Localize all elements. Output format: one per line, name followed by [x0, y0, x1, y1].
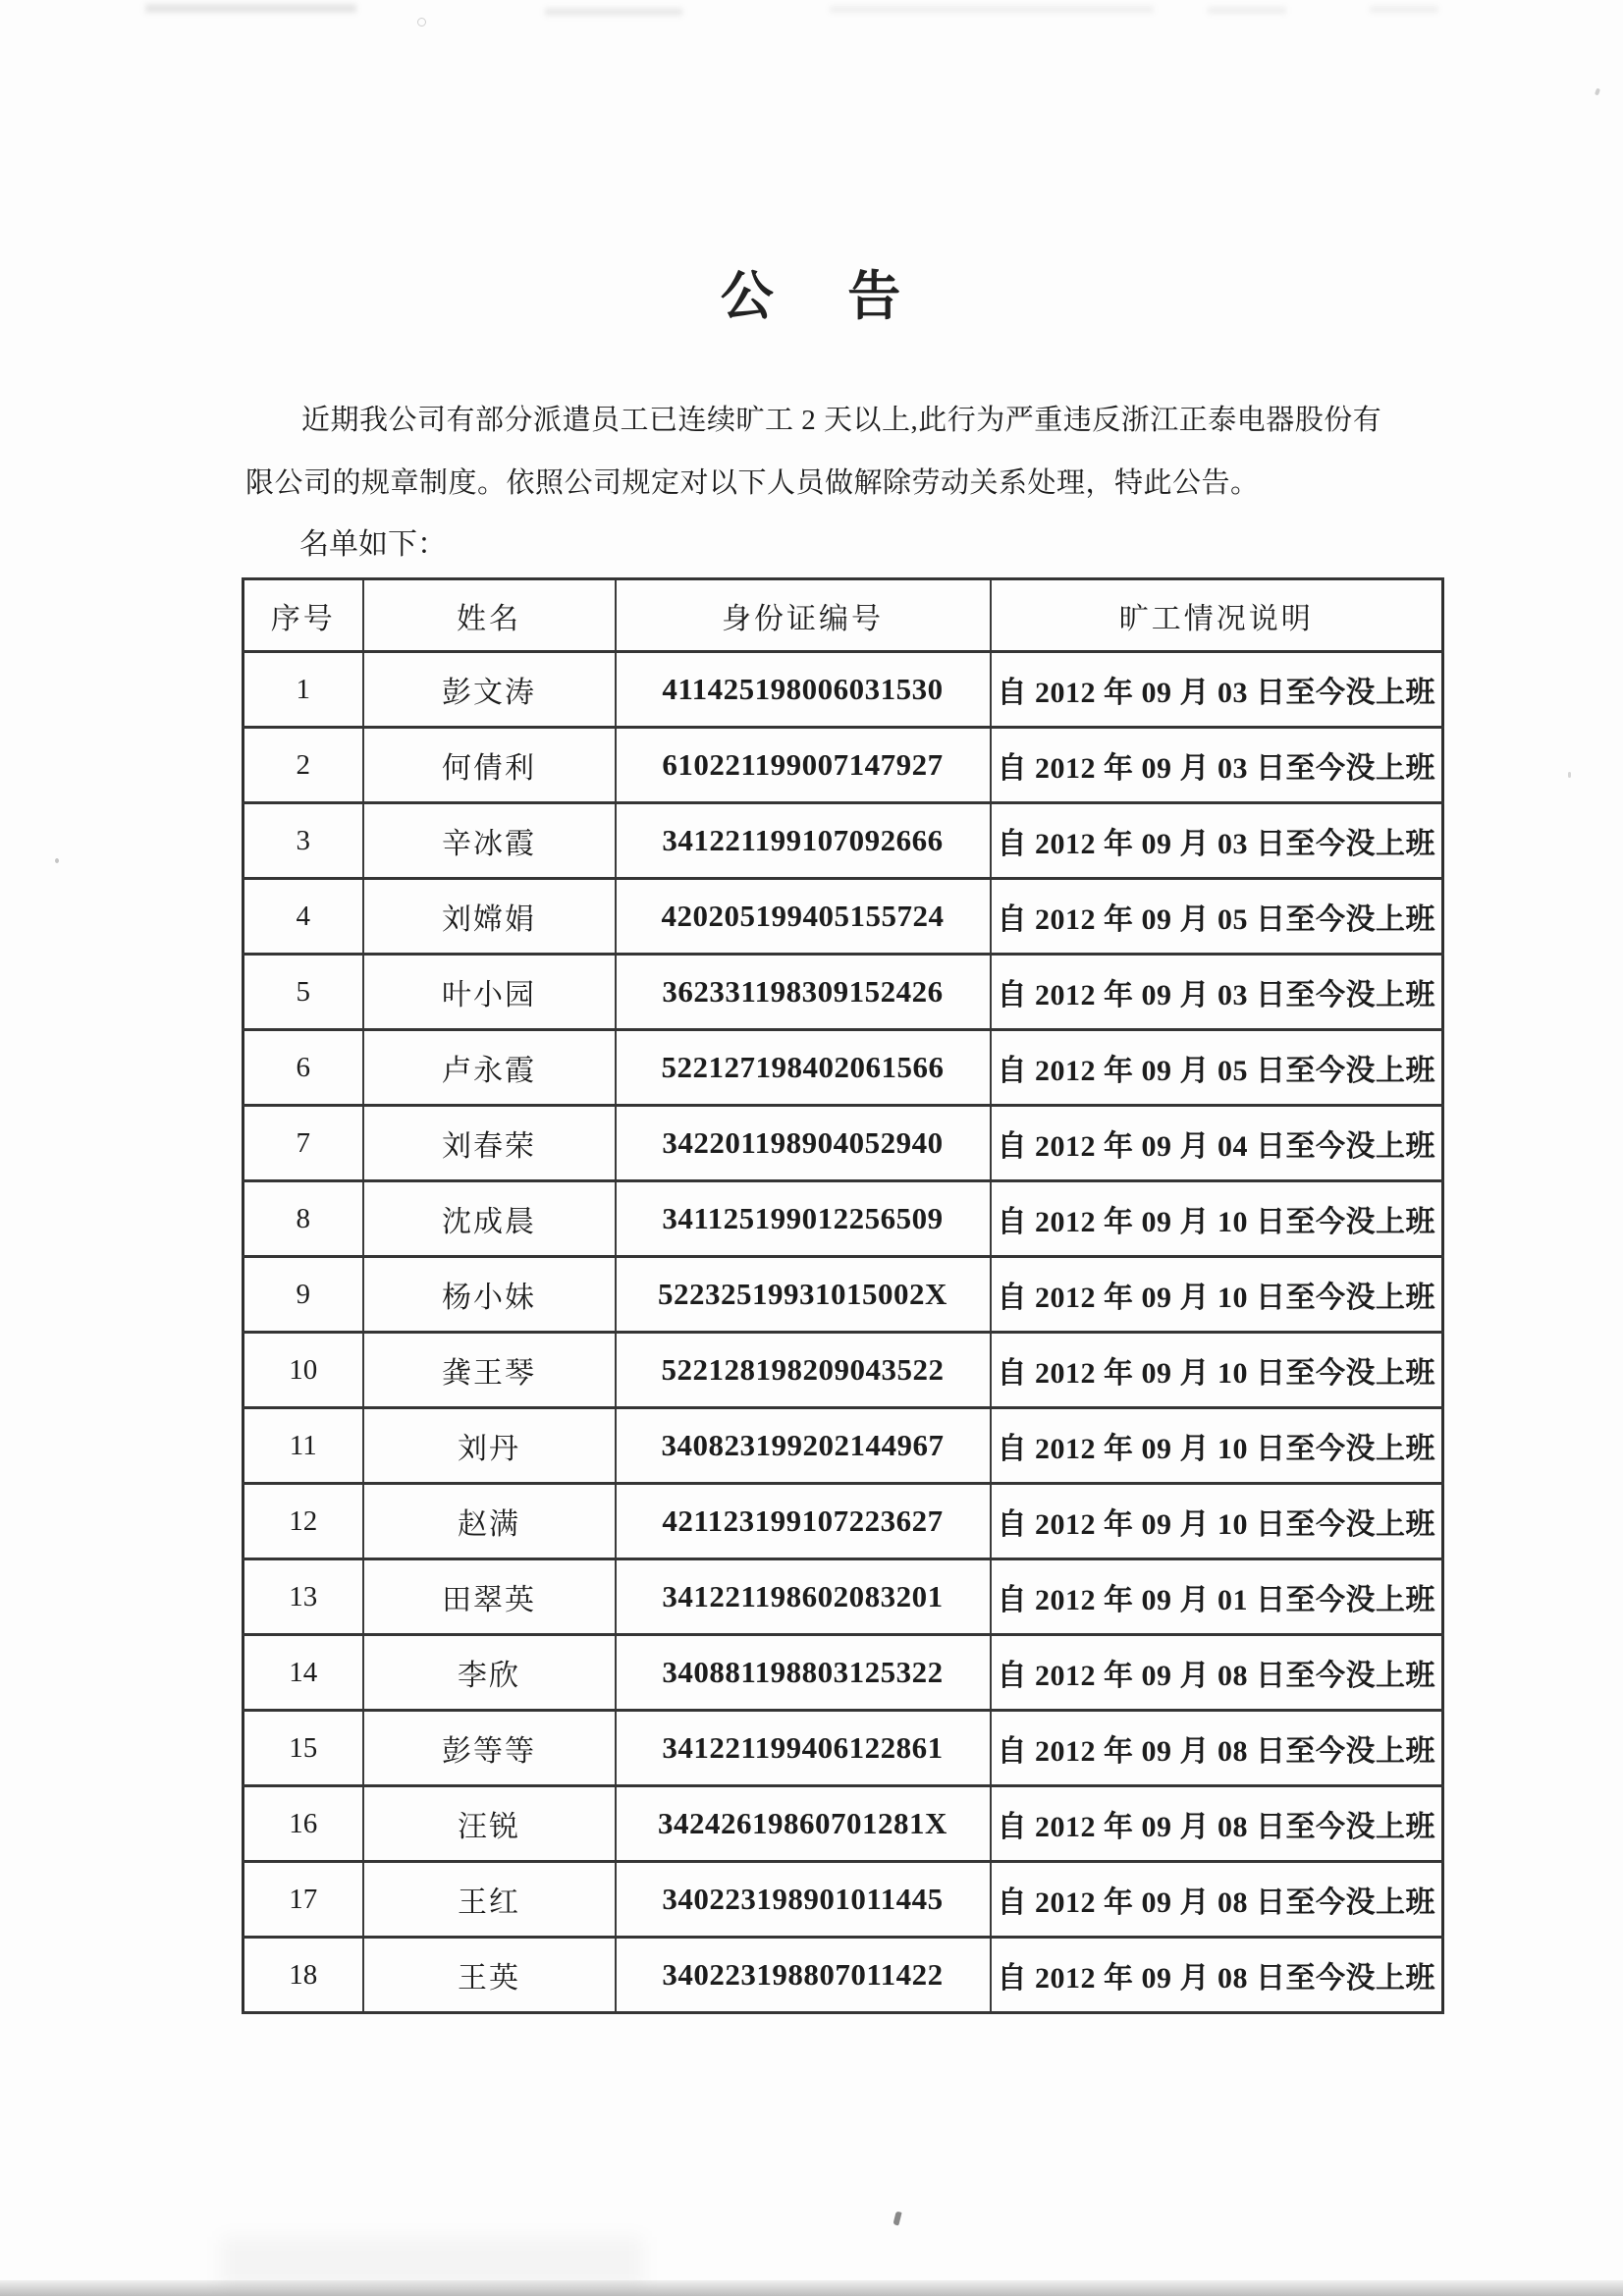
header-serial-number: 序号 — [243, 579, 363, 652]
cell-serial-number: 7 — [243, 1106, 363, 1181]
table-row — [243, 728, 1443, 803]
table-row — [243, 879, 1443, 955]
cell-id-number: 341221199406122861 — [616, 1711, 991, 1786]
cell-serial-number: 14 — [243, 1635, 363, 1711]
header-absence-note: 旷工情况说明 — [991, 579, 1443, 652]
cell-name: 卢永霞 — [363, 1030, 616, 1106]
cell-absence-note: 自 2012 年 09 月 03 日至今没上班 — [991, 728, 1443, 803]
cell-id-number: 340223198901011445 — [616, 1862, 991, 1938]
header-name: 姓名 — [363, 579, 616, 652]
cell-absence-note: 自 2012 年 09 月 04 日至今没上班 — [991, 1106, 1443, 1181]
table-row — [243, 955, 1443, 1030]
cell-serial-number: 15 — [243, 1711, 363, 1786]
cell-serial-number: 8 — [243, 1181, 363, 1257]
table-row — [243, 652, 1443, 728]
cell-serial-number: 12 — [243, 1484, 363, 1559]
roster-table-wrap — [242, 577, 1444, 2014]
cell-absence-note: 自 2012 年 09 月 10 日至今没上班 — [991, 1257, 1443, 1333]
table-header-row — [243, 579, 1443, 652]
cell-absence-note: 自 2012 年 09 月 03 日至今没上班 — [991, 652, 1443, 728]
cell-name: 刘春荣 — [363, 1106, 616, 1181]
cell-serial-number: 16 — [243, 1786, 363, 1862]
cell-name: 杨小妹 — [363, 1257, 616, 1333]
cell-absence-note: 自 2012 年 09 月 08 日至今没上班 — [991, 1938, 1443, 2013]
cell-name: 彭等等 — [363, 1711, 616, 1786]
scan-speck — [417, 18, 426, 27]
table-row — [243, 1938, 1443, 2013]
cell-serial-number: 5 — [243, 955, 363, 1030]
cell-absence-note: 自 2012 年 09 月 08 日至今没上班 — [991, 1862, 1443, 1938]
table-row — [243, 1786, 1443, 1862]
table-row — [243, 1333, 1443, 1408]
cell-id-number: 341125199012256509 — [616, 1181, 991, 1257]
list-intro: 名单如下： — [299, 528, 447, 561]
notice-body-line: 近期我公司有部分派遣员工已连续旷工 2 天以上,此行为严重违反浙江正泰电器股份有 — [301, 405, 1382, 436]
cell-name: 赵满 — [363, 1484, 616, 1559]
cell-name: 彭文涛 — [363, 652, 616, 728]
cell-id-number: 341221198602083201 — [616, 1559, 991, 1635]
scan-edge-shadow — [0, 2280, 1623, 2296]
cell-serial-number: 4 — [243, 879, 363, 955]
cell-serial-number: 2 — [243, 728, 363, 803]
cell-serial-number: 3 — [243, 803, 363, 879]
header-id-number: 身份证编号 — [616, 579, 991, 652]
cell-serial-number: 18 — [243, 1938, 363, 2013]
cell-name: 何倩利 — [363, 728, 616, 803]
scan-smudge — [145, 4, 356, 13]
cell-serial-number: 9 — [243, 1257, 363, 1333]
cell-id-number: 340881198803125322 — [616, 1635, 991, 1711]
cell-serial-number: 10 — [243, 1333, 363, 1408]
cell-serial-number: 13 — [243, 1559, 363, 1635]
cell-absence-note: 自 2012 年 09 月 03 日至今没上班 — [991, 803, 1443, 879]
cell-serial-number: 6 — [243, 1030, 363, 1106]
cell-absence-note: 自 2012 年 09 月 10 日至今没上班 — [991, 1333, 1443, 1408]
cell-name: 刘嫦娟 — [363, 879, 616, 955]
cell-absence-note: 自 2012 年 09 月 08 日至今没上班 — [991, 1711, 1443, 1786]
notice-title: 公 告 — [720, 267, 903, 326]
cell-name: 龚王琴 — [363, 1333, 616, 1408]
table-row — [243, 1106, 1443, 1181]
cell-absence-note: 自 2012 年 09 月 10 日至今没上班 — [991, 1181, 1443, 1257]
cell-name: 李欣 — [363, 1635, 616, 1711]
scan-smudge — [1370, 6, 1438, 13]
scan-smudge — [1208, 7, 1286, 14]
cell-absence-note: 自 2012 年 09 月 10 日至今没上班 — [991, 1408, 1443, 1484]
cell-id-number: 522127198402061566 — [616, 1030, 991, 1106]
table-row — [243, 1484, 1443, 1559]
cell-id-number: 34242619860701281X — [616, 1786, 991, 1862]
cell-name: 田翠英 — [363, 1559, 616, 1635]
scan-speck — [1568, 772, 1571, 778]
cell-id-number: 420205199405155724 — [616, 879, 991, 955]
cell-name: 刘丹 — [363, 1408, 616, 1484]
cell-name: 叶小园 — [363, 955, 616, 1030]
table-row — [243, 1635, 1443, 1711]
scan-speck — [1595, 88, 1600, 96]
cell-absence-note: 自 2012 年 09 月 05 日至今没上班 — [991, 879, 1443, 955]
cell-id-number: 421123199107223627 — [616, 1484, 991, 1559]
scan-smudge — [830, 6, 1154, 13]
table-row — [243, 1030, 1443, 1106]
cell-id-number: 610221199007147927 — [616, 728, 991, 803]
table-row — [243, 803, 1443, 879]
cell-name: 王英 — [363, 1938, 616, 2013]
scan-smudge — [221, 2237, 643, 2288]
cell-absence-note: 自 2012 年 09 月 03 日至今没上班 — [991, 955, 1443, 1030]
table-row — [243, 1862, 1443, 1938]
cell-absence-note: 自 2012 年 09 月 05 日至今没上班 — [991, 1030, 1443, 1106]
table-row — [243, 1181, 1443, 1257]
cell-id-number: 341221199107092666 — [616, 803, 991, 879]
table-row — [243, 1711, 1443, 1786]
table-row — [243, 1257, 1443, 1333]
cell-absence-note: 自 2012 年 09 月 10 日至今没上班 — [991, 1484, 1443, 1559]
scan-speck — [893, 2211, 901, 2225]
cell-id-number: 52232519931015002X — [616, 1257, 991, 1333]
notice-body-line: 限公司的规章制度。依照公司规定对以下人员做解除劳动关系处理，特此公告。 — [245, 467, 1260, 499]
cell-name: 辛冰霞 — [363, 803, 616, 879]
cell-id-number: 340823199202144967 — [616, 1408, 991, 1484]
scan-speck — [55, 858, 59, 863]
notice-body — [245, 389, 1399, 515]
cell-serial-number: 1 — [243, 652, 363, 728]
cell-absence-note: 自 2012 年 09 月 08 日至今没上班 — [991, 1786, 1443, 1862]
cell-id-number: 362331198309152426 — [616, 955, 991, 1030]
cell-id-number: 342201198904052940 — [616, 1106, 991, 1181]
cell-id-number: 340223198807011422 — [616, 1938, 991, 2013]
cell-serial-number: 17 — [243, 1862, 363, 1938]
table-row — [243, 1559, 1443, 1635]
cell-name: 王红 — [363, 1862, 616, 1938]
table-row — [243, 1408, 1443, 1484]
scan-smudge — [545, 8, 682, 16]
absence-roster-table — [242, 577, 1444, 2014]
cell-name: 沈成晨 — [363, 1181, 616, 1257]
cell-name: 汪锐 — [363, 1786, 616, 1862]
cell-id-number: 522128198209043522 — [616, 1333, 991, 1408]
cell-id-number: 411425198006031530 — [616, 652, 991, 728]
cell-absence-note: 自 2012 年 09 月 01 日至今没上班 — [991, 1559, 1443, 1635]
cell-absence-note: 自 2012 年 09 月 08 日至今没上班 — [991, 1635, 1443, 1711]
cell-serial-number: 11 — [243, 1408, 363, 1484]
